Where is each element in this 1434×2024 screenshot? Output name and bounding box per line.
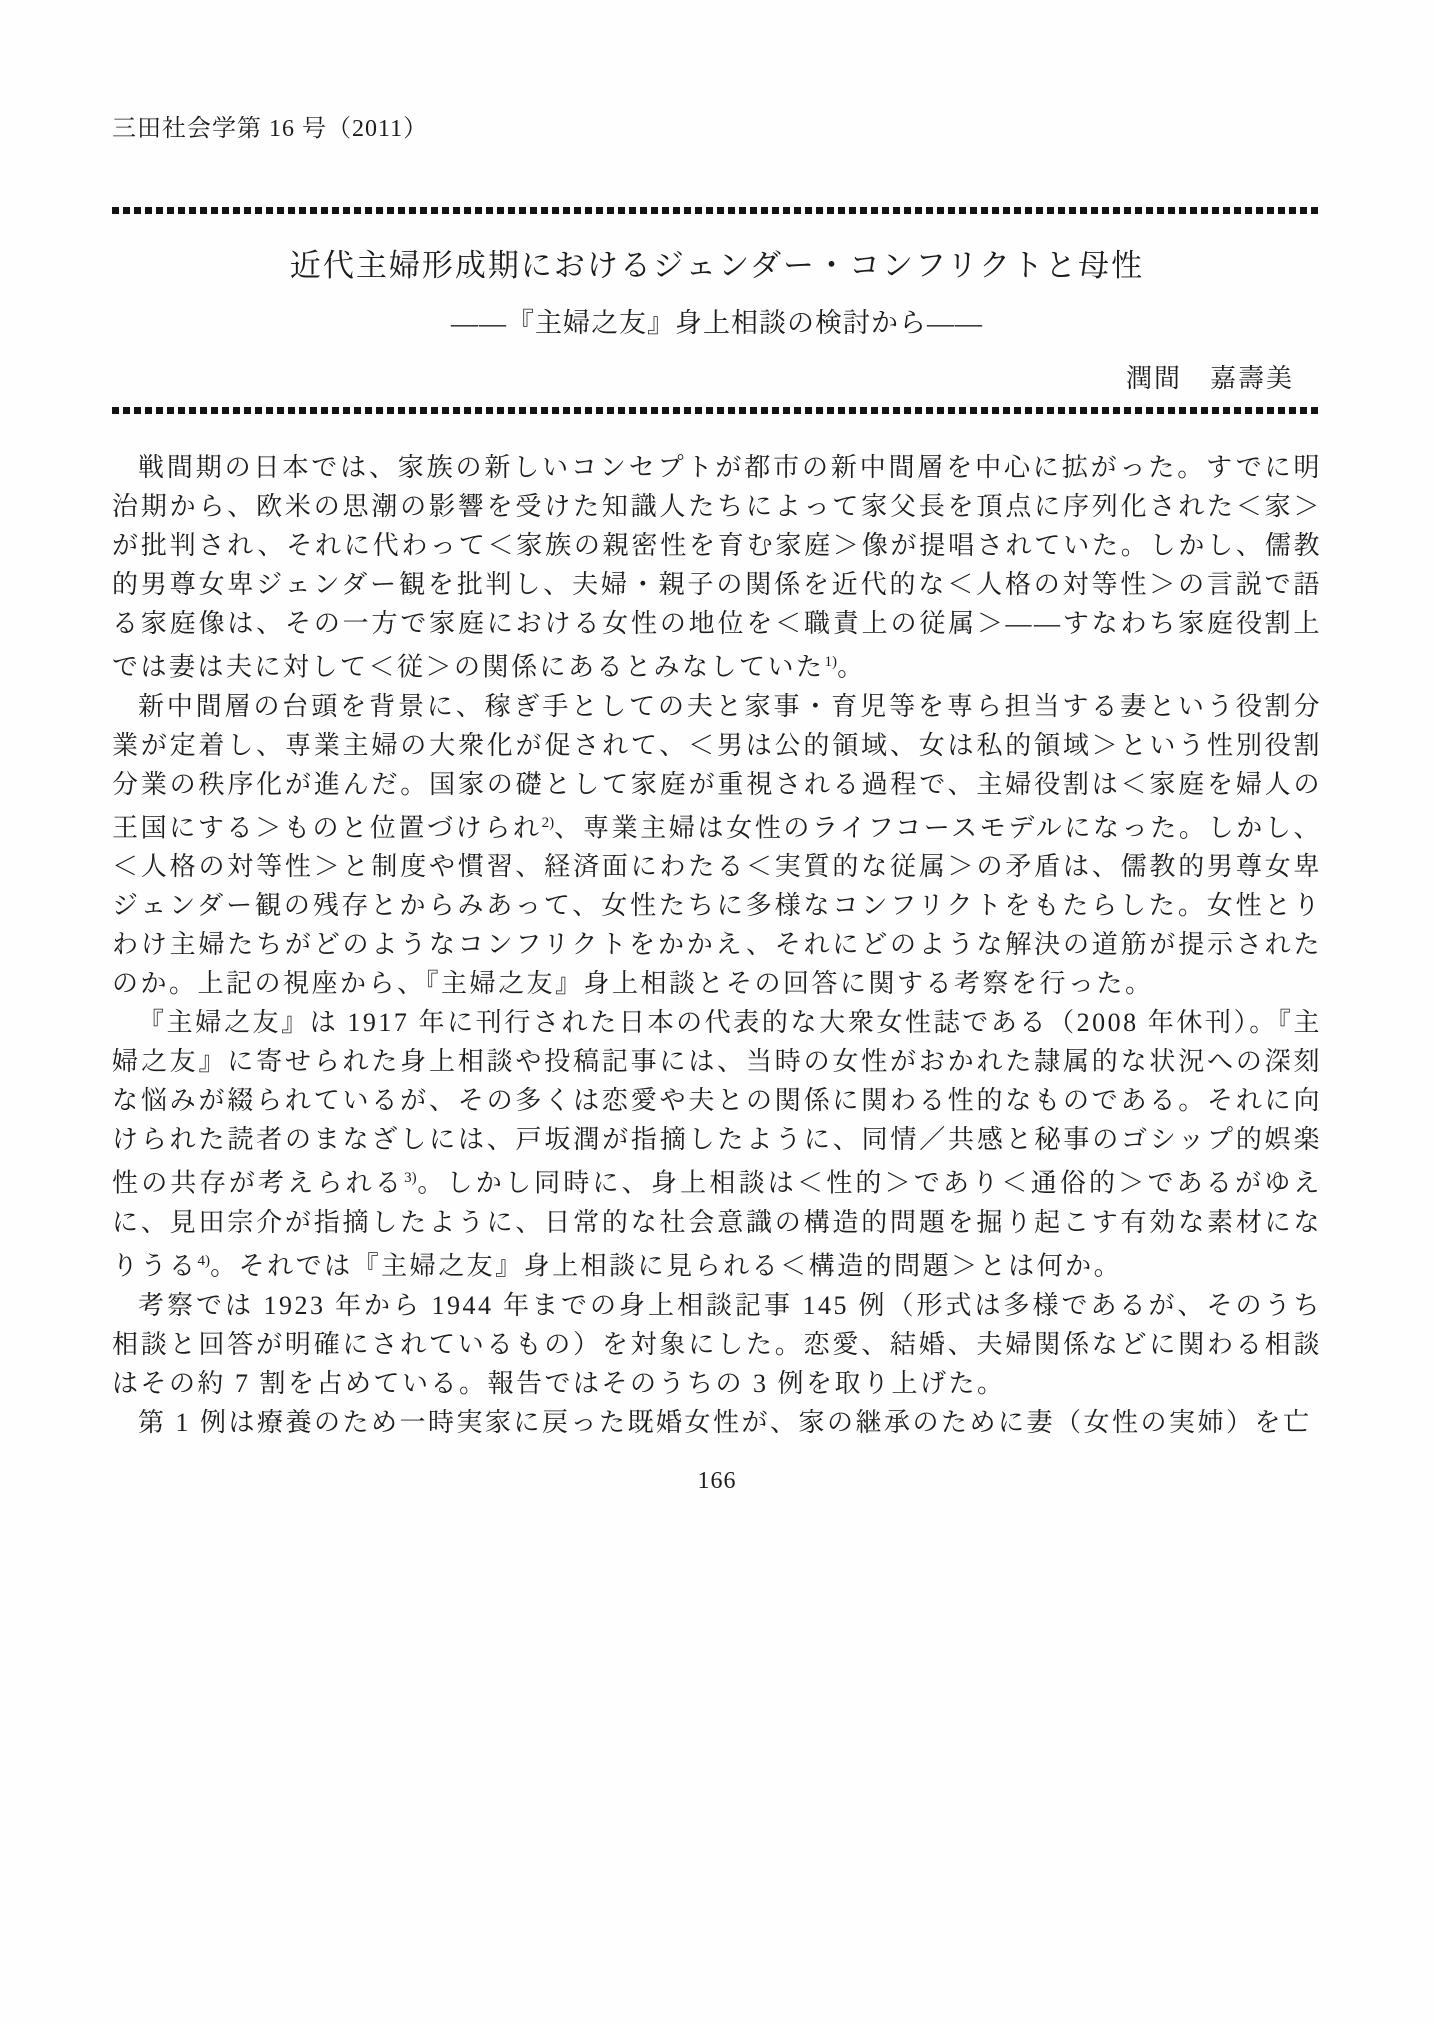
paragraph: 考察では 1923 年から 1944 年までの身上相談記事 145 例（形式は多様であるが、そのうち相談と回答が明確にされているもの）を対象にした。恋愛、結婚、夫婦関係などに関わる相談はその約 7 割を占めている。報告ではそのうちの 3 例を取り上げた。 bbox=[112, 1290, 1322, 1398]
paragraph: 第 1 例は療養のため一時実家に戻った既婚女性が、家の継承のために妻（女性の実姉）を亡 bbox=[138, 1407, 1312, 1437]
footnote-marker: 3) bbox=[404, 1170, 417, 1187]
footnote-marker: 4) bbox=[197, 1252, 211, 1269]
journal-header: 三田社会学第 16 号（2011） bbox=[112, 116, 429, 142]
footnote-marker: 1) bbox=[824, 654, 838, 670]
paragraph: 新中間層の台頭を背景に、稼ぎ手としての夫と家事・育児等を専ら担当する妻という役割分業が定着し、専業主婦の大衆化が促されて、＜男は公的領域、女は私的領域＞という性別役割分業の秩序化が進んだ。国家の礎として家庭が重視される過程で、主婦役割は＜家庭を婦人の王国にする＞ものと位置づけられ$^{2)}$、専業主婦は女性のライフコースモデルになった。しかし、＜人格の対等性＞と制度や慣習、経済面にわたる＜実質的な従属＞の矛盾は、儒教的男尊女卑ジェンダー観の残存とからみあって、女性たちに多様なコンフリクトをもたらした。女性とりわけ主婦たちがどのようなコンフリクトをかかえ、それにどのような解決の道筋が提示されたのか。上記の視座から、『主婦之友』身上相談とその回答に関する考察を行った。 bbox=[112, 691, 1322, 999]
dotted-rule-bottom bbox=[112, 407, 1322, 414]
paragraph: 戦間期の日本では、家族の新しいコンセプトが都市の新中間層を中心に拡がった。すでに明治期から、欧米の思潮の影響を受けた知識人たちによって家父長を頂点に序列化された＜家＞が批判され、それに代わって＜家族の親密性を育む家庭＞像が提唱されていた。しかし、儒教的男尊女卑ジェンダー観を批判し、夫婦・親子の関係を近代的な＜人格の対等性＞の言説で語る家庭像は、その一方で家庭における女性の地位を＜職責上の従属＞――すなわち家庭役割上では妻は夫に対して＜従＞の関係にあるとみなしていた$^{1)}$。 bbox=[112, 453, 1322, 682]
paper-subtitle: ――『主婦之友』身上相談の検討から―― bbox=[451, 308, 983, 338]
footnote-marker: 2) bbox=[541, 814, 555, 831]
paper-title: 近代主婦形成期におけるジェンダー・コンフリクトと母性 bbox=[289, 248, 1145, 283]
dotted-rule-top bbox=[112, 207, 1322, 214]
body-text bbox=[112, 448, 1322, 1442]
paragraph: 『主婦之友』は 1917 年に刊行された日本の代表的な大衆女性誌である（2008 年休刊）。『主婦之友』に寄せられた身上相談や投稿記事には、当時の女性がおかれた隷属的な状況への深刻な悩みが綴られているが、その多くは恋愛や夫との関係に関わる性的なものである。それに向けられた読者のまなざしには、戸坂潤が指摘したように、同情／共感と秘事のゴシップ的娯楽性の共存が考えられる$^{3)}$。しかし同時に、身上相談は＜性的＞であり＜通俗的＞であるがゆえに、見田宗介が指摘したように、日常的な社会意識の構造的問題を掘り起こす有効な素材になりうる$^{4)}$。それでは『主婦之友』身上相談に見られる＜構造的問題＞とは何か。 bbox=[112, 1008, 1322, 1281]
page-number: 166 bbox=[697, 1468, 737, 1494]
author-name: 潤間 嘉壽美 bbox=[1125, 364, 1294, 393]
